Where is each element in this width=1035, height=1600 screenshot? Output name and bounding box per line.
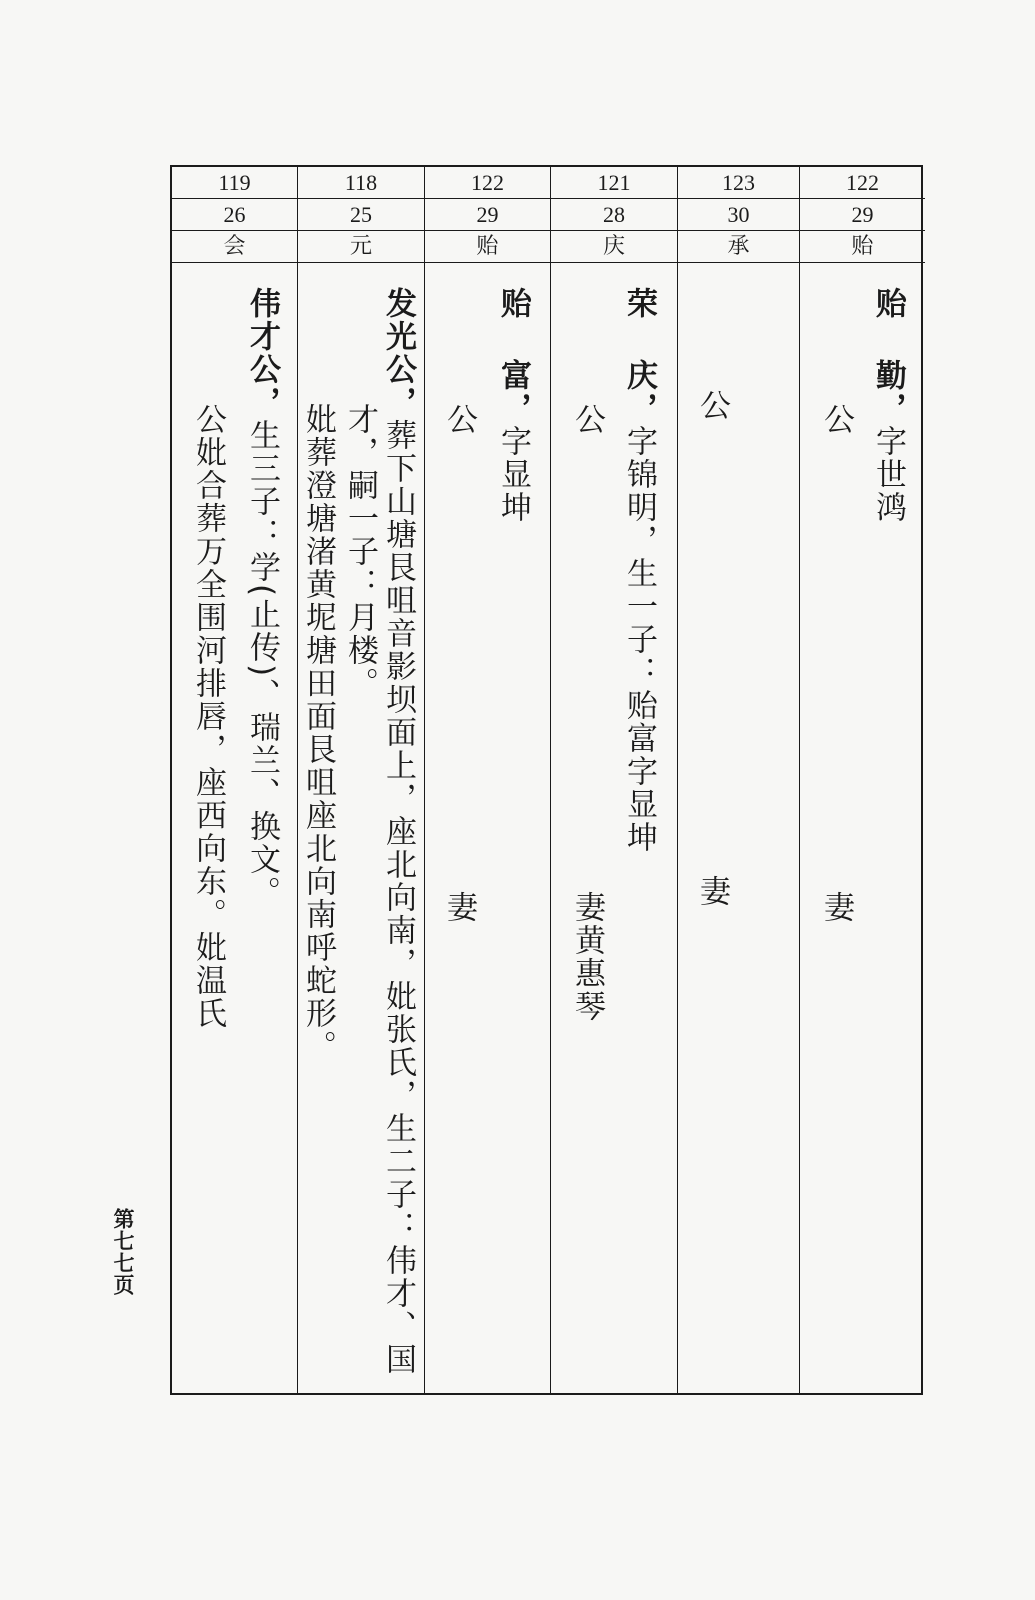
generation-number: 122 [425,167,550,199]
generation-number: 123 [678,167,799,199]
entry-body [678,263,799,1393]
column-yi-fu [425,167,551,1393]
sequence-number: 28 [551,199,677,231]
sequence-number: 25 [298,199,424,231]
generation-character: 会 [172,231,297,263]
generation-number: 122 [800,167,925,199]
entry-body [298,263,424,1393]
entry-text: 葬下山塘艮咀音影坝面上，座北向南，妣张氏，生二子：伟才、国 [380,419,416,1376]
courtesy-name: 字显坤 [495,425,531,524]
person-name-first: 荣 [621,287,657,320]
column-cheng [678,167,800,1393]
gong-label: 公 [569,403,605,436]
page-number: 第七七页 [111,1208,136,1296]
person-name-second: 庆， [621,359,657,425]
person-name-first: 贻 [870,287,906,320]
column-yuan [298,167,425,1393]
wife-label: 妻黄惠琴 [569,891,605,1023]
entry-body [551,263,677,1393]
person-name-first: 贻 [495,287,531,320]
column-yi-qin [800,167,925,1393]
person-name-second: 富， [495,359,531,425]
entry-body [800,263,925,1393]
sequence-number: 30 [678,199,799,231]
column-hui [172,167,298,1393]
entry-line: 才，嗣一子：月楼。 [342,403,378,700]
entry-body [425,263,550,1393]
entry-line [621,359,657,854]
column-qing [551,167,678,1393]
entry-line: 妣葬澄塘渚黄坭塘田面艮咀座北向南呼蛇形。 [300,403,336,1063]
entry-line: 公妣合葬万全围河排唇，座西向东。妣温氏 [190,403,226,1030]
generation-character: 元 [298,231,424,263]
wife-label: 妻 [694,875,730,908]
person-name: 发光公， [380,287,416,419]
generation-character: 贻 [800,231,925,263]
person-name-second: 勤， [870,359,906,425]
person-name: 伟才公， [244,287,280,419]
sequence-number: 26 [172,199,297,231]
entry-line [244,287,280,910]
generation-number: 119 [172,167,297,199]
gong-label: 公 [441,403,477,436]
sequence-number: 29 [800,199,925,231]
entry-text: 字锦明，生一子：贻富字显坤 [621,425,657,854]
gong-label: 公 [694,389,730,422]
generation-character: 庆 [551,231,677,263]
wife-label: 妻 [818,891,854,924]
entry-line [380,287,416,1376]
courtesy-name: 字世鸿 [870,425,906,524]
entry-body [172,263,297,1393]
genealogy-table [170,165,923,1395]
entry-text: 生三子：学(止传)、瑞兰、换文。 [244,419,280,910]
gong-label: 公 [818,403,854,436]
entry-line [495,359,531,524]
generation-number: 121 [551,167,677,199]
wife-label: 妻 [441,891,477,924]
generation-number: 118 [298,167,424,199]
sequence-number: 29 [425,199,550,231]
entry-line [870,359,906,524]
generation-character: 贻 [425,231,550,263]
generation-character: 承 [678,231,799,263]
